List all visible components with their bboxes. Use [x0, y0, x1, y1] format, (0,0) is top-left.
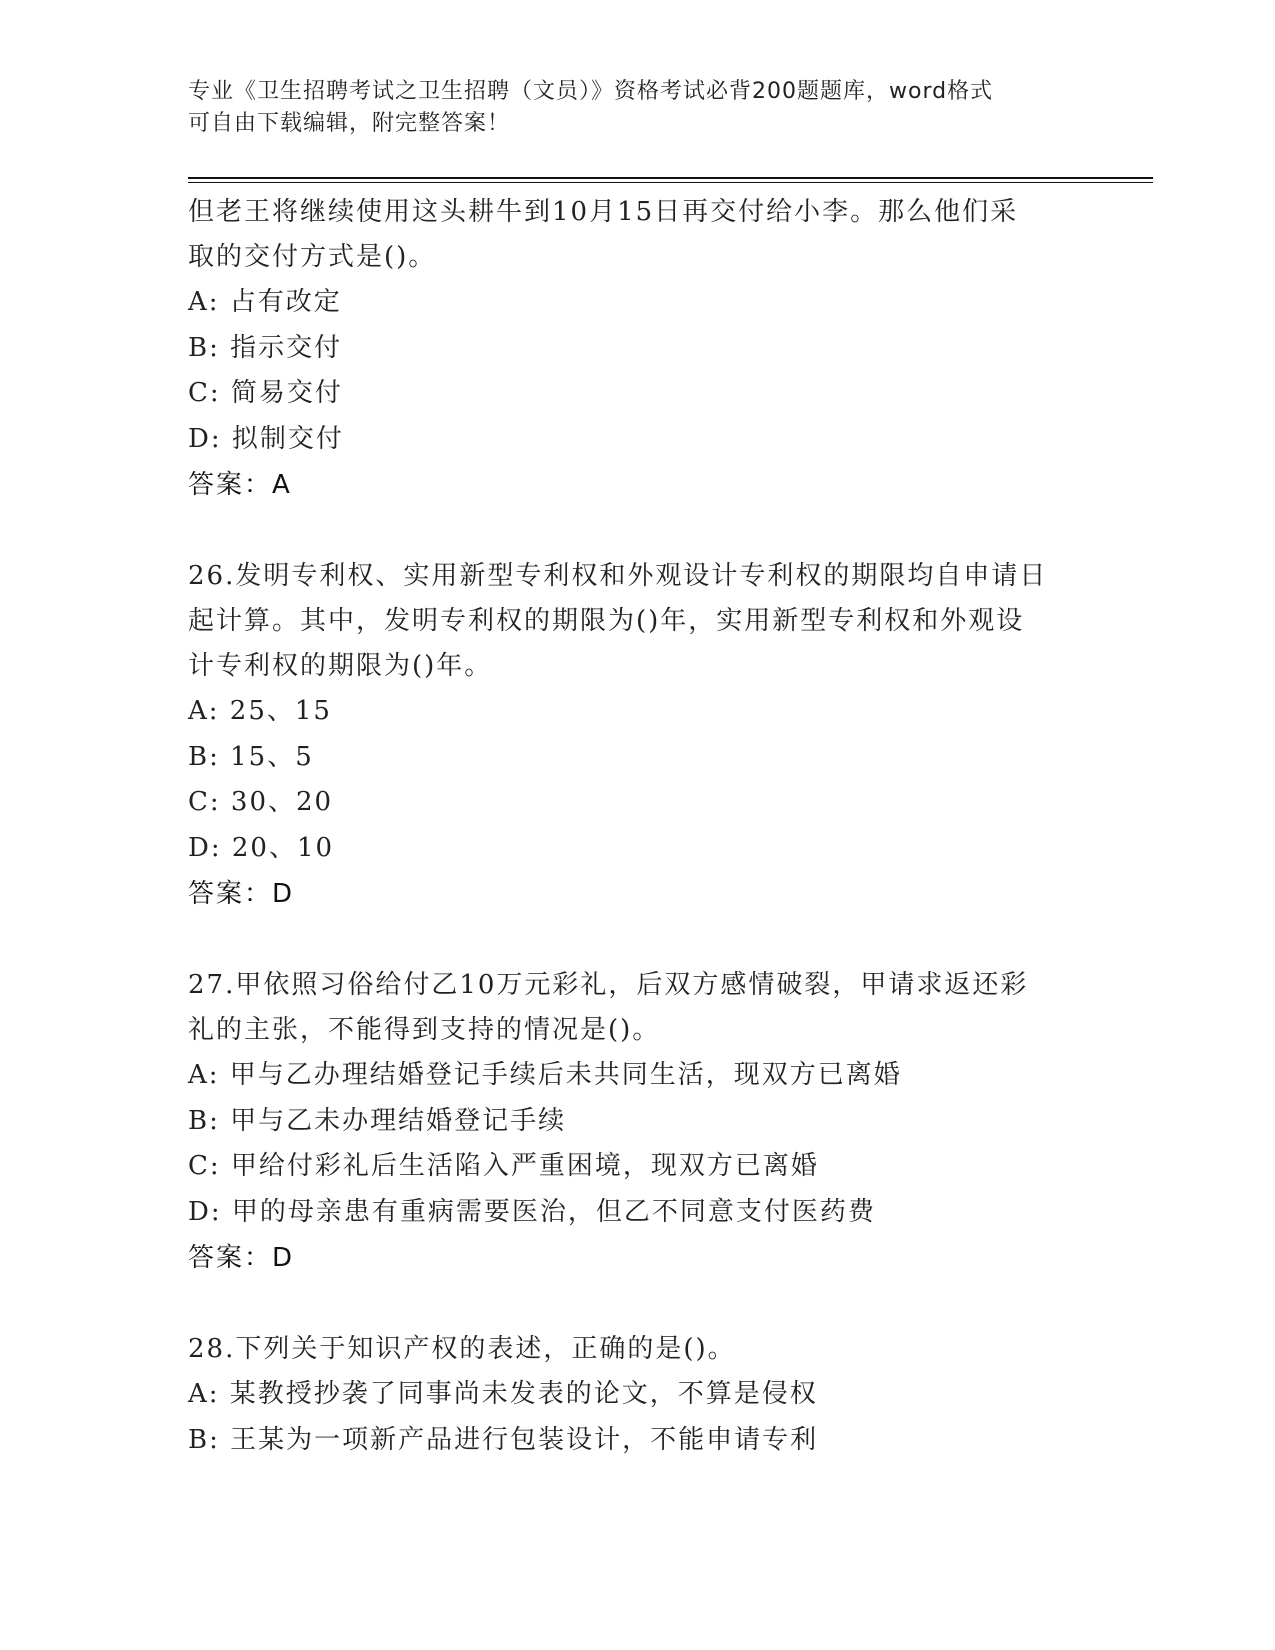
- option-b: B: 指示交付: [188, 332, 343, 363]
- header-line-2: 可自由下载编辑，附完整答案！: [188, 111, 511, 136]
- answer-label: 答案：D: [188, 1243, 295, 1273]
- header-line-1: 专业《卫生招聘考试之卫生招聘（文员）》资格考试必背200题题库，word格式: [188, 79, 994, 104]
- spacer: [188, 1281, 1068, 1327]
- question-text-line: 计专利权的期限为()年。: [188, 651, 493, 681]
- option-c: C: 简易交付: [188, 378, 343, 408]
- option-a: A: 占有改定: [188, 287, 342, 317]
- option-b: B: 王某为一项新产品进行包装设计，不能申请专利: [188, 1424, 819, 1455]
- option-c: C: 30、20: [188, 787, 334, 817]
- document-header: [188, 76, 1068, 140]
- question-text-line: 但老王将继续使用这头耕牛到10月15日再交付给小李。那么他们采: [188, 197, 1019, 227]
- answer-label: 答案：A: [188, 470, 292, 500]
- option-a: A: 25、15: [188, 696, 332, 726]
- question-28: [188, 1327, 1068, 1463]
- spacer: [188, 508, 1068, 554]
- question-26: [188, 554, 1068, 917]
- option-d: D: 甲的母亲患有重病需要医治，但乙不同意支付医药费: [188, 1196, 876, 1227]
- answer-label: 答案：D: [188, 879, 295, 909]
- question-list: [188, 190, 1068, 1463]
- option-c: C: 甲给付彩礼后生活陷入严重困境，现双方已离婚: [188, 1151, 819, 1181]
- question-text-line: 27.甲依照习俗给付乙10万元彩礼，后双方感情破裂，甲请求返还彩: [188, 970, 1029, 1000]
- option-d: D: 20、10: [188, 832, 335, 863]
- question-text-line: 取的交付方式是()。: [188, 242, 437, 272]
- option-a: A: 甲与乙办理结婚登记手续后未共同生活，现双方已离婚: [188, 1060, 902, 1090]
- question-27: [188, 963, 1068, 1281]
- option-d: D: 拟制交付: [188, 423, 344, 454]
- option-b: B: 甲与乙未办理结婚登记手续: [188, 1105, 567, 1136]
- question-text-line: 28.下列关于知识产权的表述，正确的是()。: [188, 1334, 736, 1364]
- question-text-line: 26.发明专利权、实用新型专利权和外观设计专利权的期限均自申请日: [188, 561, 1048, 591]
- spacer: [188, 917, 1068, 963]
- question-text-line: 礼的主张，不能得到支持的情况是()。: [188, 1015, 661, 1045]
- header-divider-thin: [188, 182, 1153, 183]
- option-a: A: 某教授抄袭了同事尚未发表的论文，不算是侵权: [188, 1379, 818, 1409]
- header-divider-thick: [188, 177, 1153, 179]
- option-b: B: 15、5: [188, 741, 314, 772]
- question-text-line: 起计算。其中，发明专利权的期限为()年，实用新型专利权和外观设: [188, 606, 1025, 636]
- question-25: [188, 190, 1068, 508]
